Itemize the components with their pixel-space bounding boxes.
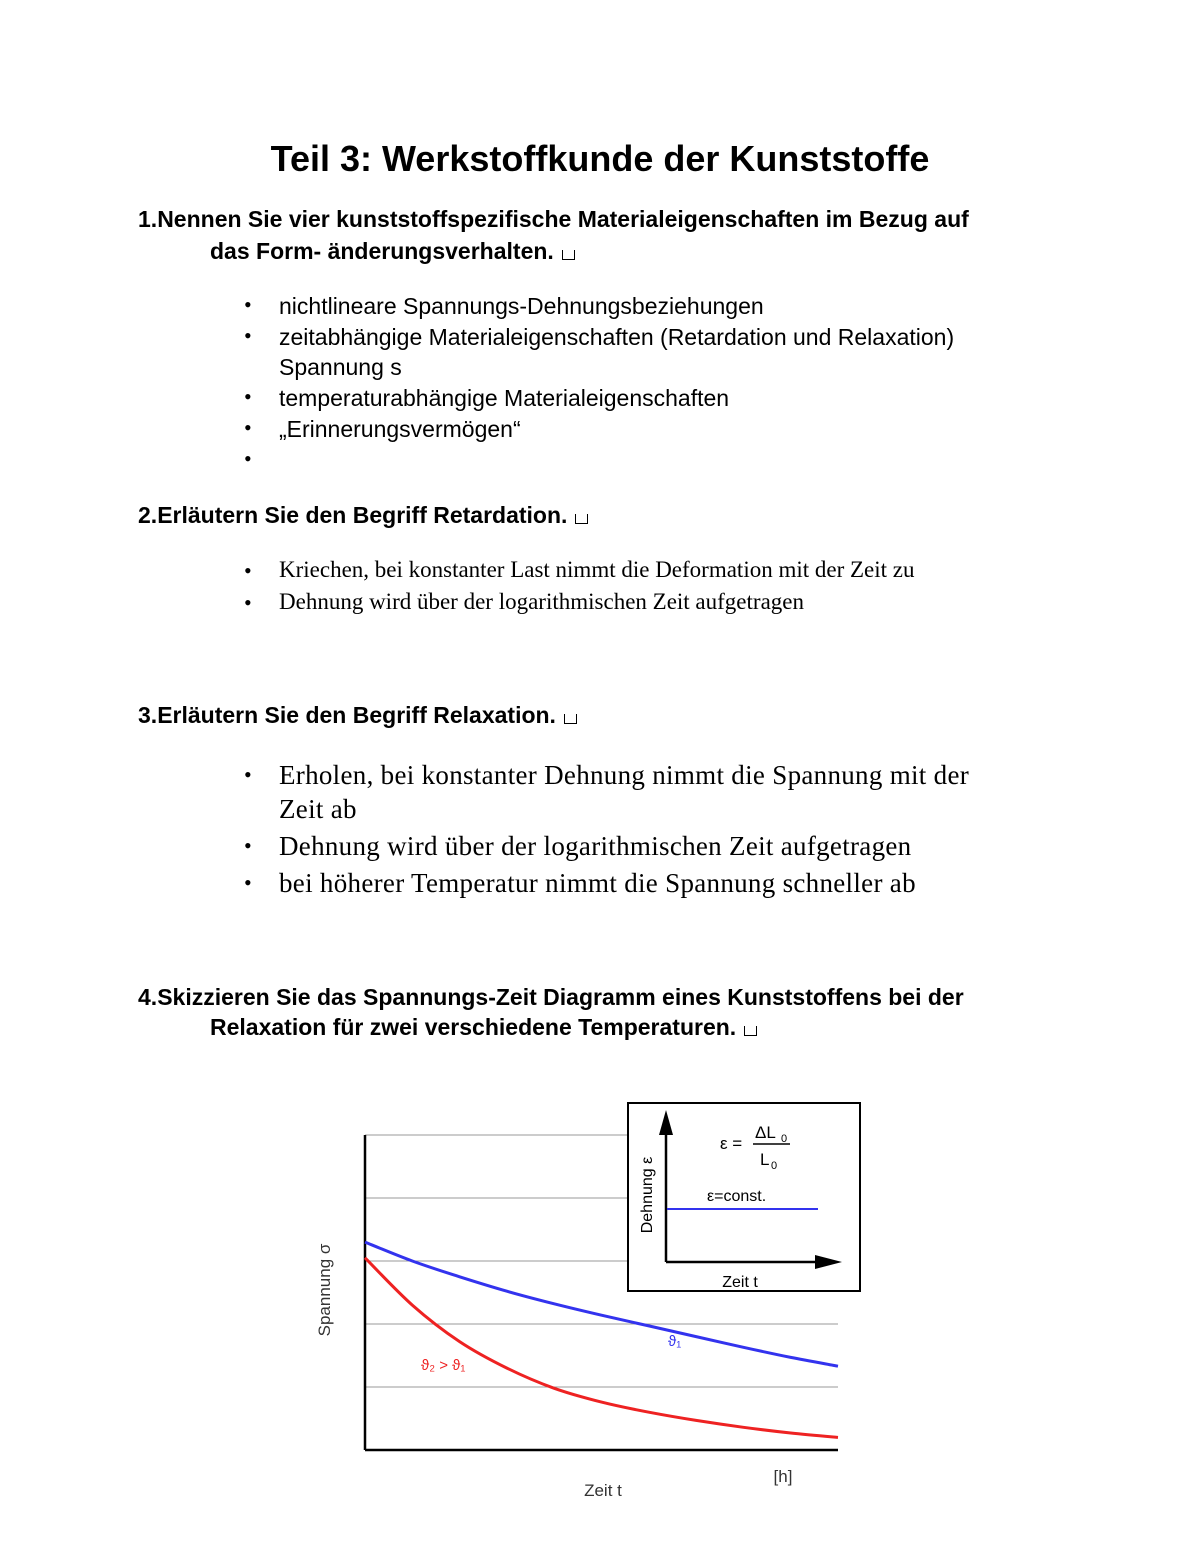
bullet-icon: • (244, 558, 252, 583)
bullet-icon: • (244, 415, 252, 440)
y-axis-label: Spannung σ (315, 1243, 334, 1337)
series-label-theta2: ϑ₂ > ϑ₁ (421, 1357, 466, 1374)
question-1-line1: Nennen Sie vier kunststoffspezifische Materialeigenschaften im Bezug auf (157, 206, 969, 232)
bullet-icon: • (244, 323, 252, 348)
question-3-number: 3. (138, 702, 158, 728)
bullet-icon: • (244, 833, 252, 858)
inset-formula-num-sub: 0 (781, 1133, 788, 1145)
bullet-icon: • (244, 292, 252, 317)
bullet-icon: • (244, 446, 252, 471)
q1-bullet-1: nichtlineare Spannungs-Dehnungsbeziehungen (279, 293, 764, 319)
q1-bullet-2-cont: Spannung s (279, 354, 402, 380)
bullet-icon: • (244, 384, 252, 409)
q2-bullet-1: Kriechen, bei konstanter Last nimmt die Deformation mit der Zeit zu (279, 557, 915, 582)
question-4-number: 4. (138, 984, 158, 1010)
question-1-line2: das Form- änderungsverhalten. (210, 238, 554, 264)
inset-formula-den-sub: 0 (771, 1160, 778, 1172)
bullet-icon: • (244, 870, 252, 895)
x-axis-label: Zeit t (584, 1481, 622, 1500)
question-4-line2: Relaxation für zwei verschiedene Temperaturen. (210, 1014, 737, 1040)
inset-formula-lhs: ε = (720, 1134, 743, 1153)
q3-bullet-1-cont: Zeit ab (279, 794, 357, 824)
inset-y-label: Dehnung ε (639, 1156, 656, 1234)
q2-bullet-2: Dehnung wird über der logarithmischen Zeit aufgetragen (279, 589, 804, 614)
bullet-icon: • (244, 762, 252, 787)
inset-formula-denominator: L (760, 1150, 770, 1169)
x-axis-unit: [h] (773, 1467, 793, 1486)
series-label-theta1: ϑ₁ (668, 1333, 682, 1350)
q1-bullet-2: zeitabhängige Materialeigenschaften (Retardation und Relaxation) (279, 324, 955, 350)
question-1-number: 1. (138, 206, 158, 232)
q1-bullet-4: „Erinnerungsvermögen“ (279, 416, 521, 442)
question-3-line1: Erläutern Sie den Begriff Relaxation. (157, 702, 556, 728)
page-title: Teil 3: Werkstoffkunde der Kunststoffe (270, 138, 930, 179)
inset-const-label: ε=const. (707, 1188, 767, 1205)
q3-bullet-2: Dehnung wird über der logarithmischen Zeit aufgetragen (279, 831, 912, 861)
q3-bullet-1: Erholen, bei konstanter Dehnung nimmt die Spannung mit der (279, 760, 970, 790)
bullet-icon: • (244, 590, 252, 615)
q3-bullet-3: bei höherer Temperatur nimmt die Spannung schneller ab (279, 868, 916, 898)
q1-bullet-3: temperaturabhängige Materialeigenschaften (279, 385, 730, 411)
inset-x-label: Zeit t (722, 1274, 758, 1291)
inset-formula-numerator: ΔL (755, 1123, 776, 1142)
question-2-line1: Erläutern Sie den Begriff Retardation. (157, 502, 568, 528)
question-4-line1: Skizzieren Sie das Spannungs-Zeit Diagramm eines Kunststoffens bei der (157, 984, 964, 1010)
question-2-number: 2. (138, 502, 158, 528)
